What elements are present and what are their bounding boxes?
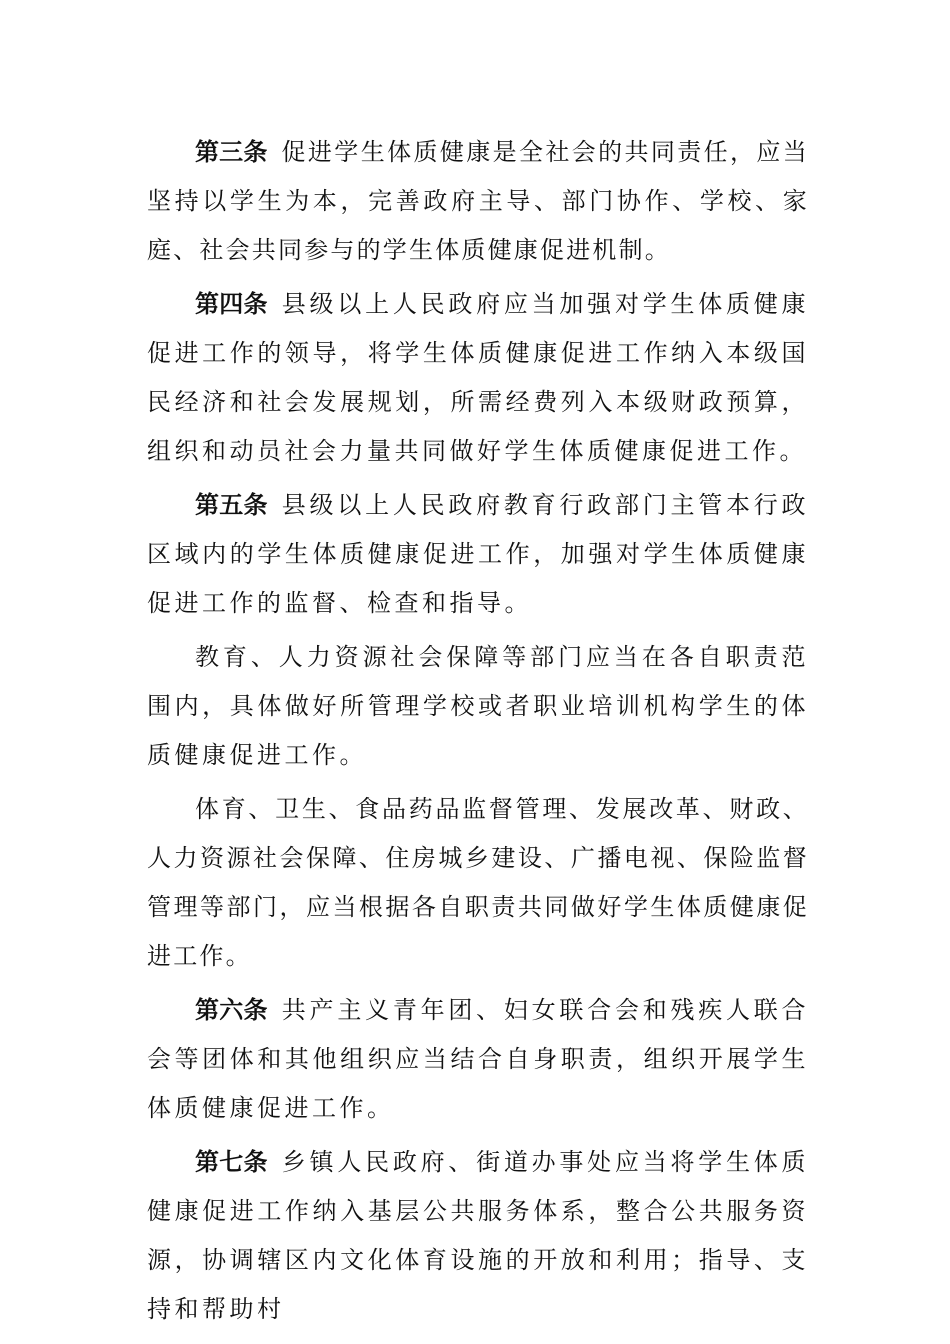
article-5-text: 县级以上人民政府教育行政部门主管本行政区域内的学生体质健康促进工作，加强对学生体质健康促进工作的监督、检查和指导。 [147, 491, 810, 617]
article-3-text: 促进学生体质健康是全社会的共同责任，应当坚持以学生为本，完善政府主导、部门协作、学校、家庭、社会共同参与的学生体质健康促进机制。 [147, 138, 809, 264]
article-6-paragraph [147, 986, 809, 1133]
article-5-clause-3: 体育、卫生、食品药品监督管理、发展改革、财政、人力资源社会保障、住房城乡建设、广播电视、保险监督管理等部门，应当根据各自职责共同做好学生体质健康促进工作。 [147, 795, 809, 970]
article-7-heading: 第七条 [195, 1148, 268, 1176]
article-5-paragraph [147, 481, 809, 628]
article-3-paragraph [147, 128, 809, 275]
article-6-text: 共产主义青年团、妇女联合会和残疾人联合会等团体和其他组织应当结合自身职责，组织开展学生体质健康促进工作。 [147, 996, 810, 1122]
article-7-text: 乡镇人民政府、街道办事处应当将学生体质健康促进工作纳入基层公共服务体系，整合公共服务资源，协调辖区内文化体育设施的开放和利用；指导、支持和帮助村 [147, 1148, 810, 1323]
article-5-heading: 第五条 [195, 491, 268, 519]
document-body [147, 128, 809, 1339]
article-4-heading: 第四条 [195, 290, 268, 318]
article-3-heading: 第三条 [195, 138, 268, 166]
article-7-paragraph [147, 1138, 809, 1334]
article-4-paragraph [147, 280, 809, 476]
article-4-text: 县级以上人民政府应当加强对学生体质健康促进工作的领导，将学生体质健康促进工作纳入本级国民经济和社会发展规划，所需经费列入本级财政预算，组织和动员社会力量共同做好学生体质健康促进工作。 [147, 290, 810, 465]
article-6-heading: 第六条 [195, 996, 268, 1024]
article-5-clause-2: 教育、人力资源社会保障等部门应当在各自职责范围内，具体做好所管理学校或者职业培训机构学生的体质健康促进工作。 [147, 643, 809, 769]
